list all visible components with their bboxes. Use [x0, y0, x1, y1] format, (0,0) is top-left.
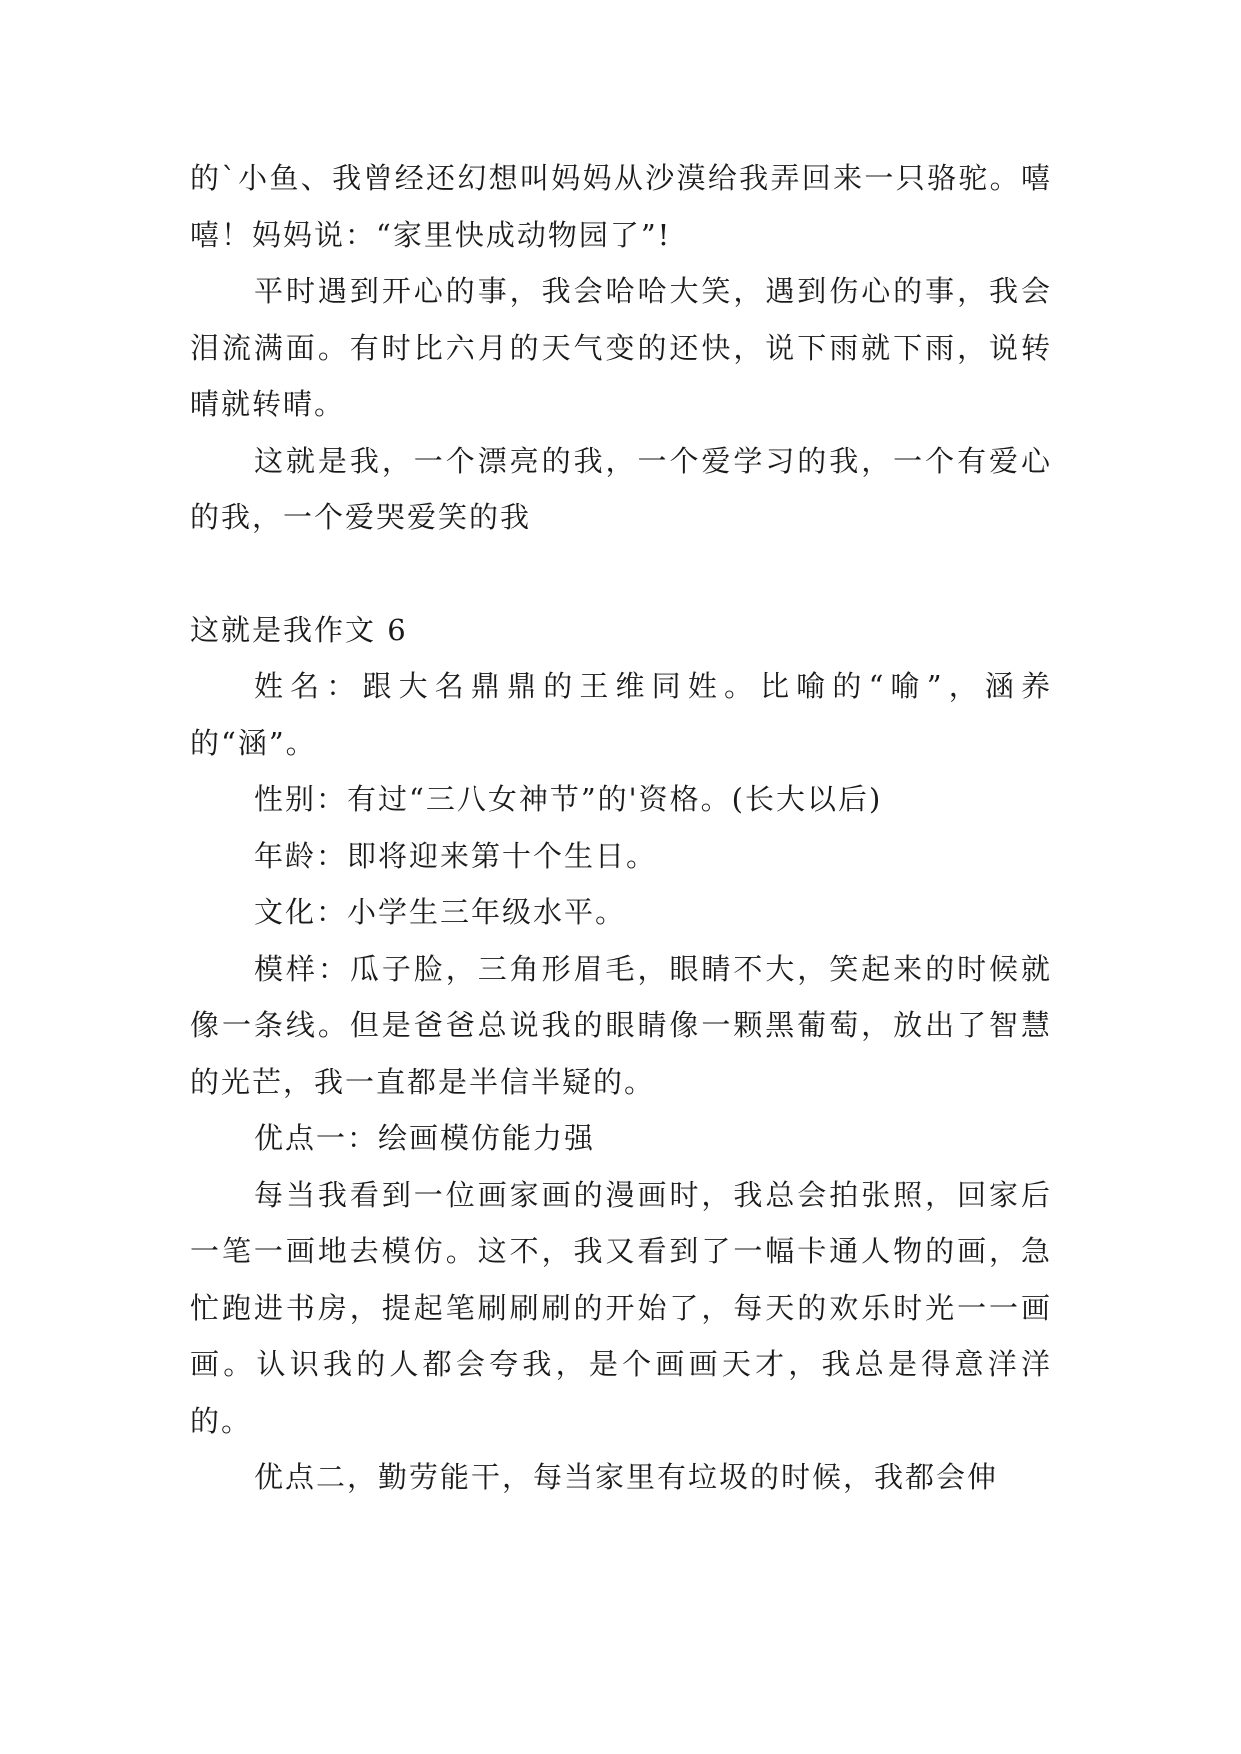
paragraph-continued: 的`小鱼、我曾经还幻想叫妈妈从沙漠给我弄回来一只骆驼。嘻嘻！妈妈说：“家里快成动物园了”!: [190, 161, 1052, 252]
paragraph-strength-one-heading: 优点一：绘画模仿能力强: [254, 1121, 596, 1155]
section-gap: [190, 546, 1052, 602]
paragraph-name: 姓名：跟大名鼎鼎的王维同姓。比喻的“喻”，涵养的“涵”。: [190, 669, 1052, 760]
paragraph-education: 文化：小学生三年级水平。: [254, 895, 627, 929]
section-title: 这就是我作文 6: [190, 612, 408, 647]
document-page: [190, 150, 1052, 1506]
paragraph-appearance: 模样：瓜子脸，三角形眉毛，眼睛不大，笑起来的时候就像一条线。但是爸爸总说我的眼睛像一颗黑葡萄，放出了智慧的光芒，我一直都是半信半疑的。: [190, 951, 1052, 1099]
paragraph-age: 年龄：即将迎来第十个生日。: [254, 838, 658, 873]
paragraph-drawing: 每当我看到一位画家画的漫画时，我总会拍张照，回家后一笔一画地去模仿。这不，我又看到了一幅卡通人物的画，急忙跑进书房，提起笔刷刷刷的开始了，每天的欢乐时光一一画画。认识我的人都会夸我，是个画画天才，我总是得意洋洋的。: [190, 1177, 1052, 1438]
paragraph-conclusion: 这就是我，一个漂亮的我，一个爱学习的我，一个有爱心的我，一个爱哭爱笑的我: [190, 443, 1052, 534]
paragraph-strength-two: 优点二，勤劳能干，每当家里有垃圾的时候，我都会伸: [254, 1460, 999, 1494]
paragraph-gender: 性别：有过“三八女神节”的'资格。(长大以后): [254, 782, 883, 816]
paragraph-mood: 平时遇到开心的事，我会哈哈大笑，遇到伤心的事，我会泪流满面。有时比六月的天气变的还快，说下雨就下雨，说转晴就转晴。: [190, 274, 1052, 421]
